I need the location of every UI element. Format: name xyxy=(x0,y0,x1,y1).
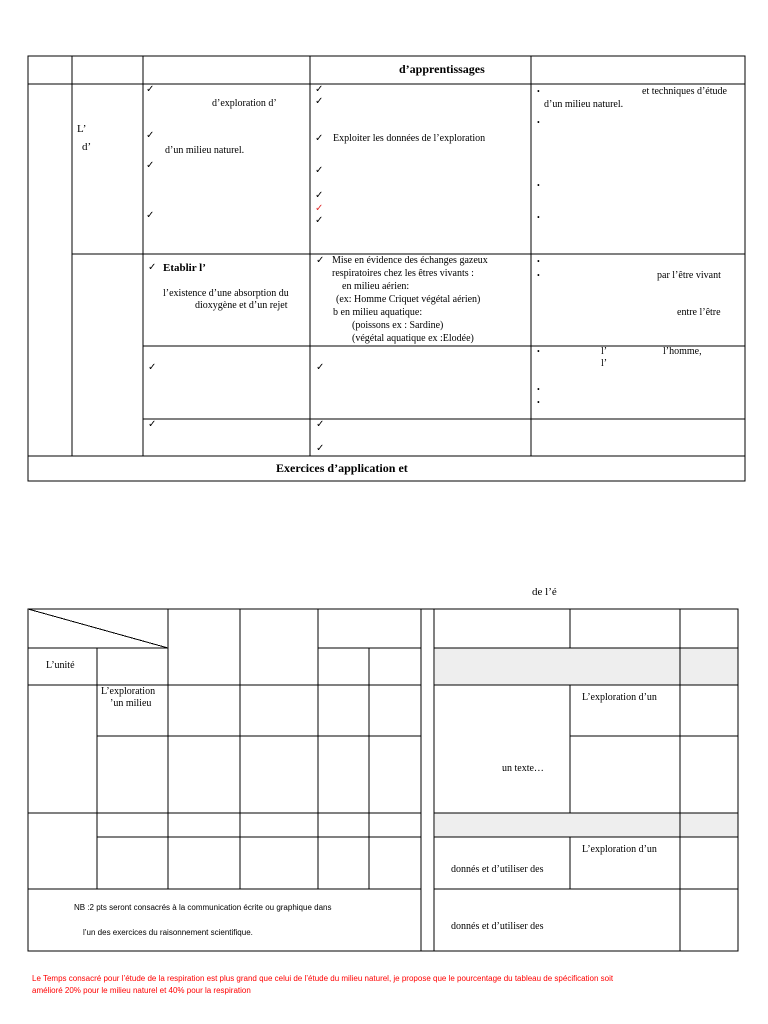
r3-col5-text-c: l’ xyxy=(601,358,608,369)
check-icon: ✓ xyxy=(315,84,324,95)
bullet-icon: • xyxy=(537,118,540,127)
table2-nb-line-1: NB :2 pts seront consacrés à la communication écrite ou graphique dans xyxy=(74,903,332,912)
r2-col3-text-b: dioxygène et d’un rejet xyxy=(195,300,288,311)
r2-col4-line-3: en milieu aérien: xyxy=(342,281,410,292)
check-icon: ✓ xyxy=(146,84,155,95)
check-icon: ✓ xyxy=(148,362,157,373)
r2-col3-text-a: l’existence d’une absorption du xyxy=(163,288,289,299)
check-icon: ✓ xyxy=(316,255,325,266)
table2-right-donnes-2: donnés et d’utiliser des xyxy=(451,921,544,932)
check-red-icon: ✓ xyxy=(315,203,324,214)
check-icon: ✓ xyxy=(315,133,324,144)
r1-col4-text: Exploiter les données de l’exploration xyxy=(333,133,486,144)
table2-exploration-line-1: L’exploration xyxy=(101,686,156,697)
note-line-2: amélioré 20% pour le milieu naturel et 40% pour la respiration xyxy=(32,986,251,995)
table2-nb-line-2: l’un des exercices du raisonnement scientifique. xyxy=(83,928,253,937)
r2-col4-line-4: (ex: Homme Criquet végétal aérien) xyxy=(336,294,481,305)
check-icon: ✓ xyxy=(146,160,155,171)
table2-right-donnes-1: donnés et d’utiliser des xyxy=(451,864,544,875)
table1-footer: Exercices d’application et xyxy=(276,461,408,475)
table2-right-exploration-2: L’exploration d’un xyxy=(582,844,657,855)
table2-caption: de l’é xyxy=(532,586,557,598)
r1-col3-text-a: d’exploration d’ xyxy=(212,98,277,109)
r2-col4-line-5: b en milieu aquatique: xyxy=(333,307,423,318)
bullet-icon: • xyxy=(537,87,540,96)
r1-col5-text-a: et techniques d’étude xyxy=(642,86,727,97)
check-icon: ✓ xyxy=(146,130,155,141)
check-icon: ✓ xyxy=(316,362,325,373)
table2-unit-label: L’unité xyxy=(46,660,75,671)
bullet-icon: • xyxy=(537,398,540,407)
check-icon: ✓ xyxy=(315,165,324,176)
bullet-icon: • xyxy=(537,213,540,222)
check-icon: ✓ xyxy=(315,190,324,201)
bullet-icon: • xyxy=(537,347,540,356)
r3-col5-text-a: l’ xyxy=(601,346,608,357)
table2-right-exploration-1: L’exploration d’un xyxy=(582,692,657,703)
r2-col3-title: Etablir l’ xyxy=(163,262,206,274)
r3-col5-text-b: l’homme, xyxy=(663,346,702,357)
r2-col5-text-a: par l’être vivant xyxy=(657,270,721,281)
check-icon: ✓ xyxy=(316,443,325,454)
check-icon: ✓ xyxy=(148,262,157,273)
bullet-icon: • xyxy=(537,257,540,266)
bullet-icon: • xyxy=(537,181,540,190)
r2-col4-line-6: (poissons ex : Sardine) xyxy=(352,320,444,331)
check-icon: ✓ xyxy=(146,210,155,221)
check-icon: ✓ xyxy=(148,419,157,430)
r2-col4-line-2: respiratoires chez les êtres vivants : xyxy=(332,268,474,279)
r1-col5-text-b: d’un milieu naturel. xyxy=(544,99,624,110)
table1-header-apprentissages: d’apprentissages xyxy=(399,62,485,76)
r2-col4-line-7: (végétal aquatique ex :Elodée) xyxy=(352,333,474,344)
table2-right-texte: un texte… xyxy=(502,763,544,774)
table2-exploration-line-2: ’un milieu xyxy=(110,698,152,709)
table1-row-label-2: d’ xyxy=(82,141,92,153)
check-icon: ✓ xyxy=(315,215,324,226)
check-icon: ✓ xyxy=(315,96,324,107)
bullet-icon: • xyxy=(537,385,540,394)
bullet-icon: • xyxy=(537,271,540,280)
r2-col5-text-b: entre l’être xyxy=(677,307,721,318)
table1-row-label-1: L’ xyxy=(77,123,87,135)
check-icon: ✓ xyxy=(316,419,325,430)
note-line-1: Le Temps consacré pour l’étude de la respiration est plus grand que celui de l’étude du milieu naturel, je propose que le pourcentage du tableau de spécification soit xyxy=(32,974,614,983)
r2-col4-line-1: Mise en évidence des échanges gazeux xyxy=(332,255,488,266)
r1-col3-text-b: d’un milieu naturel. xyxy=(165,145,245,156)
